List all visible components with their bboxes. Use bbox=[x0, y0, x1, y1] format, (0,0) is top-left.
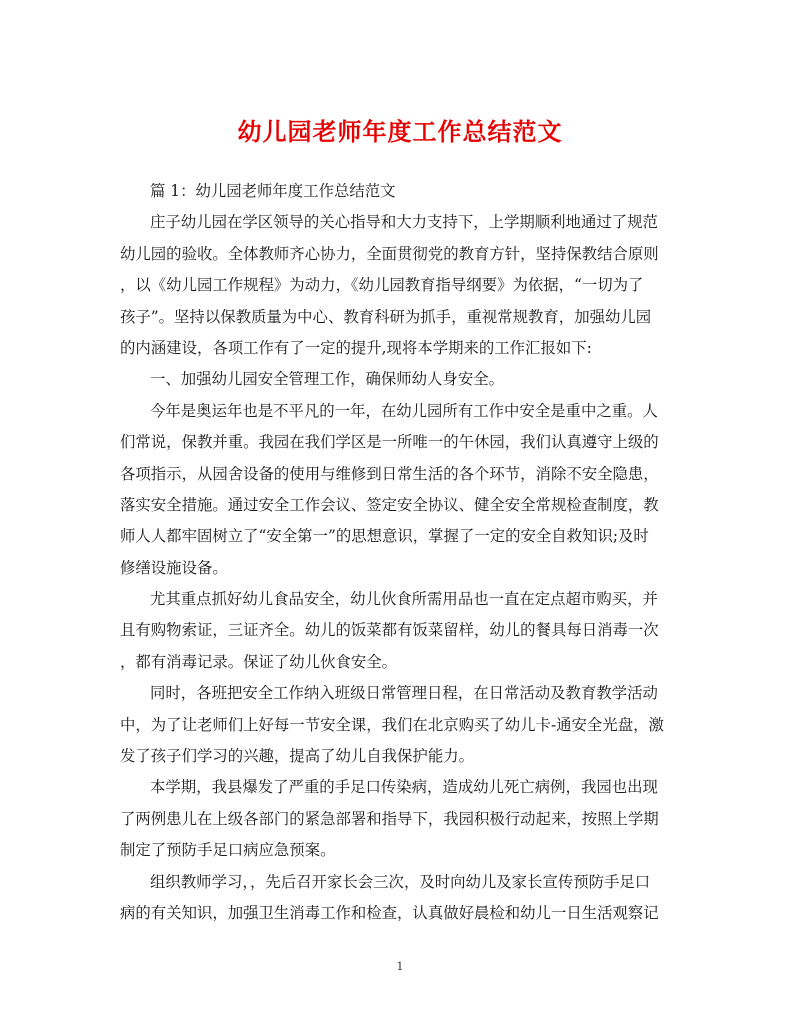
document-body bbox=[120, 176, 685, 929]
text-line: 篇 1：幼儿园老师年度工作总结范文 bbox=[150, 182, 396, 200]
text-line: 制定了预防手足口病应急预案。 bbox=[120, 841, 336, 860]
text-line: 幼儿园的验收。全体教师齐心协力，全面贯彻党的教育方针，坚持保教结合原则 bbox=[120, 244, 659, 263]
text-line: 尤其重点抓好幼儿食品安全，幼儿伙食所需用品也一直在定点超市购买，并 bbox=[150, 590, 658, 609]
text-line: ，以《幼儿园工作规程》为动力，《幼儿园教育指导纲要》为依据，“一切为了 bbox=[120, 276, 644, 295]
text-line: 中，为了让老师们上好每一节安全课，我们在北京购买了幼儿卡-通安全光盘，激 bbox=[120, 715, 664, 734]
text-line: 同时，各班把安全工作纳入班级日常管理日程，在日常活动及教育教学活动 bbox=[150, 684, 658, 703]
text-line: 发了孩子们学习的兴趣，提高了幼儿自我保护能力。 bbox=[120, 747, 474, 766]
text-line: 孩子”。坚持以保教质量为中心、教育科研为抓手，重视常规教育，加强幼儿园 bbox=[120, 307, 652, 326]
text-line: 组织教师学习，，先后召开家长会三次，及时向幼儿及家长宣传预防手足口 bbox=[150, 872, 651, 891]
text-line: 的内涵建设，各项工作有了一定的提升,现将本学期来的工作汇报如下: bbox=[120, 338, 592, 357]
text-line: 今年是奥运年也是不平凡的一年，在幼儿园所有工作中安全是重中之重。人 bbox=[150, 401, 658, 420]
text-line: 各项指示，从园舍设备的使用与维修到日常生活的各个环节，消除不安全隐患， bbox=[120, 464, 659, 483]
text-line: 庄子幼儿园在学区领导的关心指导和大力支持下，上学期顺利地通过了规范 bbox=[150, 213, 658, 232]
text-line: 且有购物索证，三证齐全。幼儿的饭菜都有饭菜留样，幼儿的餐具每日消毒一次 bbox=[120, 621, 659, 640]
text-line: 师人人都牢固树立了“安全第一”的思想意识，掌握了一定的安全自救知识;及时 bbox=[120, 527, 649, 546]
text-line: 了两例患儿在上级各部门的紧急部署和指导下，我园积极行动起来，按照上学期 bbox=[120, 809, 659, 828]
text-line: 一、加强幼儿园安全管理工作，确保师幼人身安全。 bbox=[150, 370, 504, 389]
text-line: ，都有消毒记录。保证了幼儿伙食安全。 bbox=[120, 652, 398, 671]
text-line: 们常说，保教并重。我园在我们学区是一所唯一的午休园，我们认真遵守上级的 bbox=[120, 433, 659, 452]
text-line: 修缮设施设备。 bbox=[120, 558, 228, 577]
text-line: 病的有关知识，加强卫生消毒工作和检查，认真做好晨检和幼儿一日生活观察记 bbox=[120, 903, 659, 922]
text-line: 落实安全措施。通过安全工作会议、签定安全协议、健全安全常规检查制度，教 bbox=[120, 495, 659, 514]
page-number: 1 bbox=[396, 960, 404, 973]
document-title: 幼儿园老师年度工作总结范文 bbox=[237, 118, 563, 146]
text-line: 本学期，我县爆发了严重的手足口传染病，造成幼儿死亡病例，我园也出现 bbox=[150, 778, 658, 797]
